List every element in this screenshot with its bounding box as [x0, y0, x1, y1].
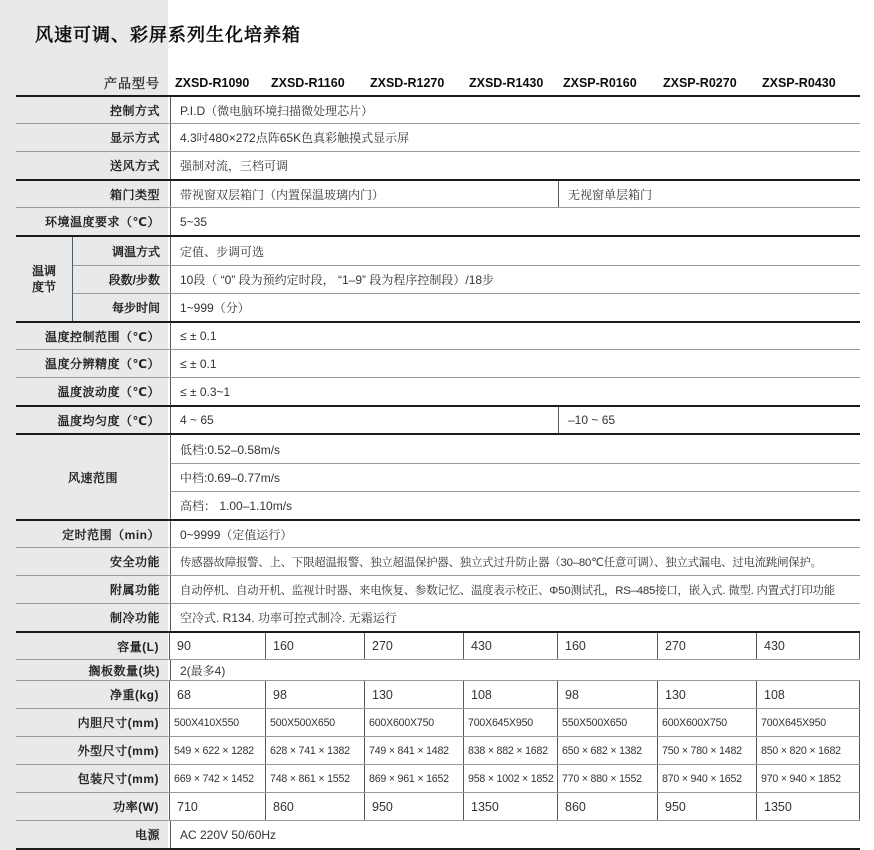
model-header-cells: [170, 76, 860, 90]
row-value: ≤ ± 0.1: [170, 323, 860, 349]
split-values: [170, 407, 860, 433]
group-label: 风速范围: [67, 470, 118, 485]
split-value-left: 4 ~ 65: [170, 407, 558, 433]
cell-value: 500X500X650: [265, 709, 364, 736]
spec-row: [16, 377, 860, 405]
cell-value: 860: [557, 793, 657, 820]
row-value: 4.3吋480×272点阵65K色真彩触摸式显示屏: [170, 124, 860, 151]
spec-row: [16, 792, 860, 820]
spec-row: [16, 631, 860, 659]
cell-value: 700X645X950: [756, 709, 859, 736]
row-label: 电源: [134, 828, 160, 842]
cell-value: 108: [756, 681, 859, 708]
group-label-line: 度节: [31, 280, 56, 294]
spec-row: [16, 321, 860, 349]
row-label: 制冷功能: [109, 611, 160, 625]
spec-row: [16, 95, 860, 123]
spec-row: [16, 603, 860, 631]
row-label: 显示方式: [109, 131, 160, 145]
cell-value: 710: [169, 793, 265, 820]
group-subrow: [73, 293, 860, 321]
row-label: 环境温度要求（℃）: [44, 215, 160, 229]
spec-row: [16, 575, 860, 603]
model-header-cell: ZXSD-R1270: [370, 75, 445, 90]
group-label: [16, 237, 72, 321]
group-subvalues: [170, 435, 860, 519]
row-label: 温度分辨精度（℃）: [44, 357, 160, 371]
cell-value: 270: [364, 633, 463, 659]
cell-value: 98: [265, 681, 364, 708]
cell-value: 108: [463, 681, 557, 708]
product-model-label: 产品型号: [103, 76, 160, 91]
row-label: 温度均匀度（℃）: [57, 413, 160, 428]
row-label: 附属功能: [109, 583, 160, 597]
spec-row: [16, 680, 860, 708]
spec-row: [16, 519, 860, 547]
cell-values: [169, 737, 860, 764]
row-value: 2(最多4): [170, 660, 860, 680]
row-value: P.I.D（微电脑环境扫描微处理芯片）: [170, 97, 860, 123]
group-subrows: [72, 237, 860, 321]
product-spec-table: [16, 70, 860, 850]
cell-value: 850 × 820 × 1682: [756, 737, 859, 764]
cell-value: 748 × 861 × 1552: [265, 765, 364, 792]
row-value: ≤ ± 0.3~1: [170, 378, 860, 405]
row-label: 控制方式: [109, 103, 160, 118]
spec-row: [16, 235, 860, 321]
spec-row: [16, 151, 860, 179]
cell-value: 550X500X650: [557, 709, 657, 736]
cell-value: 870 × 940 × 1652: [657, 765, 756, 792]
row-value: 空冷式. R134. 功率可控式制冷. 无霜运行: [170, 604, 860, 631]
cell-value: 770 × 880 × 1552: [557, 765, 657, 792]
spec-row: [16, 405, 860, 433]
cell-values: [169, 681, 860, 708]
spec-row: [16, 207, 860, 235]
cell-value: 160: [265, 633, 364, 659]
cell-value: 950: [657, 793, 756, 820]
spec-row: [16, 736, 860, 764]
cell-value: 160: [557, 633, 657, 659]
split-value-right: 无视窗单层箱门: [558, 181, 860, 207]
spec-row: [16, 659, 860, 680]
model-header-cell: ZXSP-R0160: [563, 75, 637, 90]
row-label: 功率(W): [113, 800, 159, 814]
subrow-value: 高档： 1.00–1.10m/s: [170, 491, 860, 519]
model-header-cell: ZXSD-R1090: [175, 75, 250, 90]
row-label: 安全功能: [109, 555, 160, 569]
cell-value: 950: [364, 793, 463, 820]
row-value: 自动停机、自动开机、监视计时器、来电恢复、参数记忆、温度表示校正、Φ50测试孔，RS–485接口，嵌入式. 微型. 内置式打印功能: [170, 576, 860, 603]
model-header-cell: ZXSD-R1160: [271, 75, 345, 90]
spec-row: [16, 179, 860, 207]
spec-row: [16, 547, 860, 575]
cell-value: 130: [657, 681, 756, 708]
group-subrow: [73, 265, 860, 293]
cell-value: 838 × 882 × 1682: [463, 737, 557, 764]
subrow-value: 10段（ “0” 段为预约定时段， “1–9” 段为程序控制段）/18步: [170, 266, 860, 293]
row-value: ≤ ± 0.1: [170, 350, 860, 377]
row-label: 包装尺寸(mm): [77, 772, 159, 786]
cell-value: 90: [169, 633, 265, 659]
row-value: 0~9999（定值运行）: [170, 521, 860, 547]
cell-value: 958 × 1002 × 1852: [463, 765, 557, 792]
row-label: 搁板数量(块): [88, 663, 160, 678]
model-header-cell: ZXSD-R1430: [469, 75, 544, 90]
table-header-row: [16, 70, 860, 95]
cell-value: 869 × 961 × 1652: [364, 765, 463, 792]
cell-value: 98: [557, 681, 657, 708]
cell-value: 750 × 780 × 1482: [657, 737, 756, 764]
spec-row: [16, 820, 860, 848]
subrow-label: 段数/步数: [108, 273, 160, 287]
split-values: [170, 181, 860, 207]
cell-value: 650 × 682 × 1382: [557, 737, 657, 764]
spec-row: [16, 433, 860, 519]
cell-values: [169, 633, 860, 659]
cell-value: 700X645X950: [463, 709, 557, 736]
split-value-right: –10 ~ 65: [558, 407, 860, 433]
page-title: 风速可调、彩屏系列生化培养箱: [35, 25, 301, 45]
cell-value: 749 × 841 × 1482: [364, 737, 463, 764]
row-label: 净重(kg): [110, 688, 159, 702]
subrow-label: 每步时间: [111, 301, 160, 315]
subrow-value: 1~999（分）: [170, 294, 860, 321]
model-header-cell: ZXSP-R0270: [663, 75, 737, 90]
row-value: 传感器故障报警、上、下限超温报警、独立超温保护器、独立式过升防止器（30–80℃任意可调）、独立式漏电、过电流跳闸保护。: [170, 548, 860, 575]
cell-value: 600X600X750: [657, 709, 756, 736]
row-label: 温度控制范围（℃）: [44, 329, 160, 344]
cell-value: 628 × 741 × 1382: [265, 737, 364, 764]
cell-values: [169, 765, 860, 792]
subrow-value: 定值、步调可选: [170, 237, 860, 265]
split-value-left: 带视窗双层箱门（内置保温玻璃内门）: [170, 181, 558, 207]
row-label: 外型尺寸(mm): [77, 744, 159, 758]
cell-value: 970 × 940 × 1852: [756, 765, 859, 792]
spec-row: [16, 123, 860, 151]
cell-value: 68: [169, 681, 265, 708]
cell-value: 1350: [463, 793, 557, 820]
cell-values: [169, 793, 860, 820]
cell-value: 500X410X550: [169, 709, 265, 736]
row-label: 容量(L): [117, 639, 159, 654]
cell-value: 130: [364, 681, 463, 708]
row-label: 送风方式: [109, 159, 160, 173]
subrow-value: 中档:0.69–0.77m/s: [170, 463, 860, 491]
cell-values: [169, 709, 860, 736]
group-subrow: [73, 237, 860, 265]
row-value: 强制对流，三档可调: [170, 152, 860, 179]
model-header-cell: ZXSP-R0430: [762, 75, 836, 90]
cell-value: 600X600X750: [364, 709, 463, 736]
subrow-value: 低档:0.52–0.58m/s: [170, 435, 860, 463]
subrow-label: 调温方式: [111, 244, 160, 259]
spec-row: [16, 764, 860, 792]
cell-value: 860: [265, 793, 364, 820]
row-label: 内胆尺寸(mm): [77, 716, 159, 730]
row-value: 5~35: [170, 208, 860, 235]
spec-row: [16, 708, 860, 736]
cell-value: 430: [463, 633, 557, 659]
cell-value: 1350: [756, 793, 859, 820]
cell-value: 549 × 622 × 1282: [169, 737, 265, 764]
cell-value: 270: [657, 633, 756, 659]
spec-row: [16, 349, 860, 377]
row-label: 定时范围（min）: [62, 527, 160, 542]
spec-rows: [16, 95, 860, 848]
cell-value: 669 × 742 × 1452: [169, 765, 265, 792]
row-value: AC 220V 50/60Hz: [170, 821, 860, 848]
group-label-line: 温调: [31, 263, 56, 278]
row-label: 箱门类型: [109, 187, 160, 202]
row-label: 温度波动度（℃）: [57, 385, 160, 399]
cell-value: 430: [756, 633, 859, 659]
